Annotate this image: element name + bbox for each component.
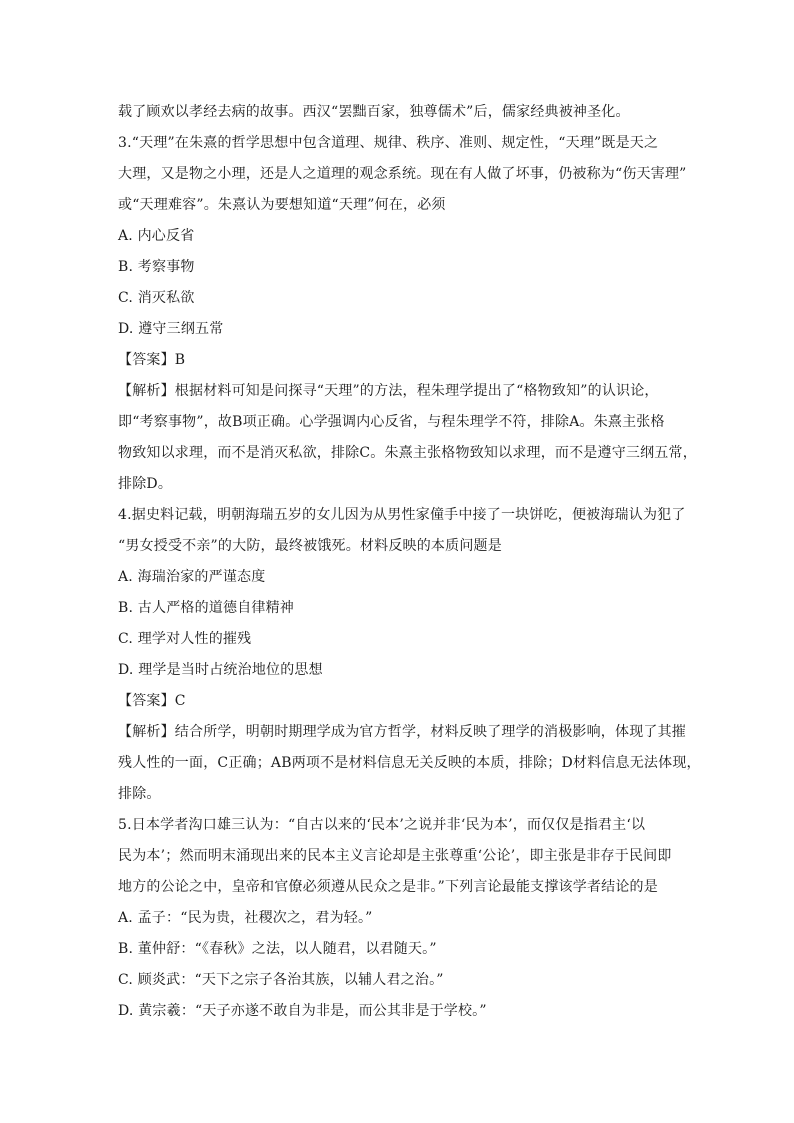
- q4-option-c: C. 理学对人性的摧残: [118, 631, 252, 647]
- q4-analysis-line-2: 残人性的一面，C正确；AB两项不是材料信息无关反映的本质，排除；D材料信息无法体现，: [118, 755, 701, 771]
- q4-answer: 【答案】C: [118, 693, 186, 709]
- q3-analysis-line-4: 排除D。: [118, 476, 173, 492]
- q4-analysis-line-1: 【解析】结合所学，明朝时期理学成为官方哲学，材料反映了理学的消极影响，体现了其摧: [118, 724, 686, 740]
- q5-stem-line-2: 民为本’；然而明末涌现出来的民本主义言论却是主张尊重‘公论’，即主张是非存于民间即: [118, 848, 672, 864]
- q3-option-d: D. 遵守三纲五常: [118, 321, 224, 337]
- q3-answer: 【答案】B: [118, 352, 186, 368]
- q3-option-c: C. 消灭私欲: [118, 290, 195, 306]
- q3-stem-line-3: 或“天理难容”。朱熹认为要想知道“天理”何在，必须: [118, 197, 446, 213]
- q4-option-a: A. 海瑞治家的严谨态度: [118, 569, 266, 585]
- q3-option-a: A. 内心反省: [118, 228, 195, 244]
- q5-option-c: C. 顾炎武：“天下之宗子各治其族，以辅人君之治。”: [118, 972, 444, 988]
- q4-stem-line-2: “男女授受不亲”的大防，最终被饿死。材料反映的本质问题是: [118, 538, 502, 554]
- q3-analysis-line-3: 物致知以求理，而不是消灭私欲，排除C。朱熹主张格物致知以求理，而不是遵守三纲五常，: [118, 445, 697, 461]
- q4-option-b: B. 古人严格的道德自律精神: [118, 600, 294, 616]
- q3-analysis-line-1: 【解析】根据材料可知是问探寻“天理”的方法，程朱理学提出了“格物致知”的认识论，: [118, 383, 659, 399]
- q5-stem-line-3: 地方的公论之中，皇帝和官僚必须遵从民众之是非。”下列言论最能支撑该学者结论的是: [118, 879, 658, 895]
- q5-option-b: B. 董仲舒：“《春秋》之法，以人随君，以君随天。”: [118, 941, 437, 957]
- q3-analysis-line-2: 即“考察事物”，故B项正确。心学强调内心反省，与程朱理学不符，排除A。朱熹主张格: [118, 414, 665, 430]
- q3-stem-line-2: 大理，又是物之小理，还是人之道理的观念系统。现在有人做了坏事，仍被称为“伤天害理”: [118, 166, 687, 182]
- q5-option-d: D. 黄宗羲：“天子亦遂不敢自为非是，而公其非是于学校。”: [118, 1003, 487, 1019]
- q4-analysis-line-3: 排除。: [118, 786, 161, 802]
- q3-stem-line-1: 3.“天理”在朱熹的哲学思想中包含道理、规律、秩序、准则、规定性，“天理”既是天之: [118, 135, 659, 151]
- q5-stem-line-1: 5.日本学者沟口雄三认为：“自古以来的‘民本’之说并非‘民为本’，而仅仅是指君主‘以: [118, 817, 646, 833]
- q5-option-a: A. 孟子：“民为贵，社稷次之，君为轻。”: [118, 910, 373, 926]
- q4-option-d: D. 理学是当时占统治地位的思想: [118, 662, 323, 678]
- intro-line: 载了顾欢以孝经去病的故事。西汉“罢黜百家，独尊儒术”后，儒家经典被神圣化。: [118, 104, 630, 120]
- q3-option-b: B. 考察事物: [118, 259, 195, 275]
- q4-stem-line-1: 4.据史料记载，明朝海瑞五岁的女儿因为从男性家僮手中接了一块饼吃，便被海瑞认为犯了: [118, 507, 686, 523]
